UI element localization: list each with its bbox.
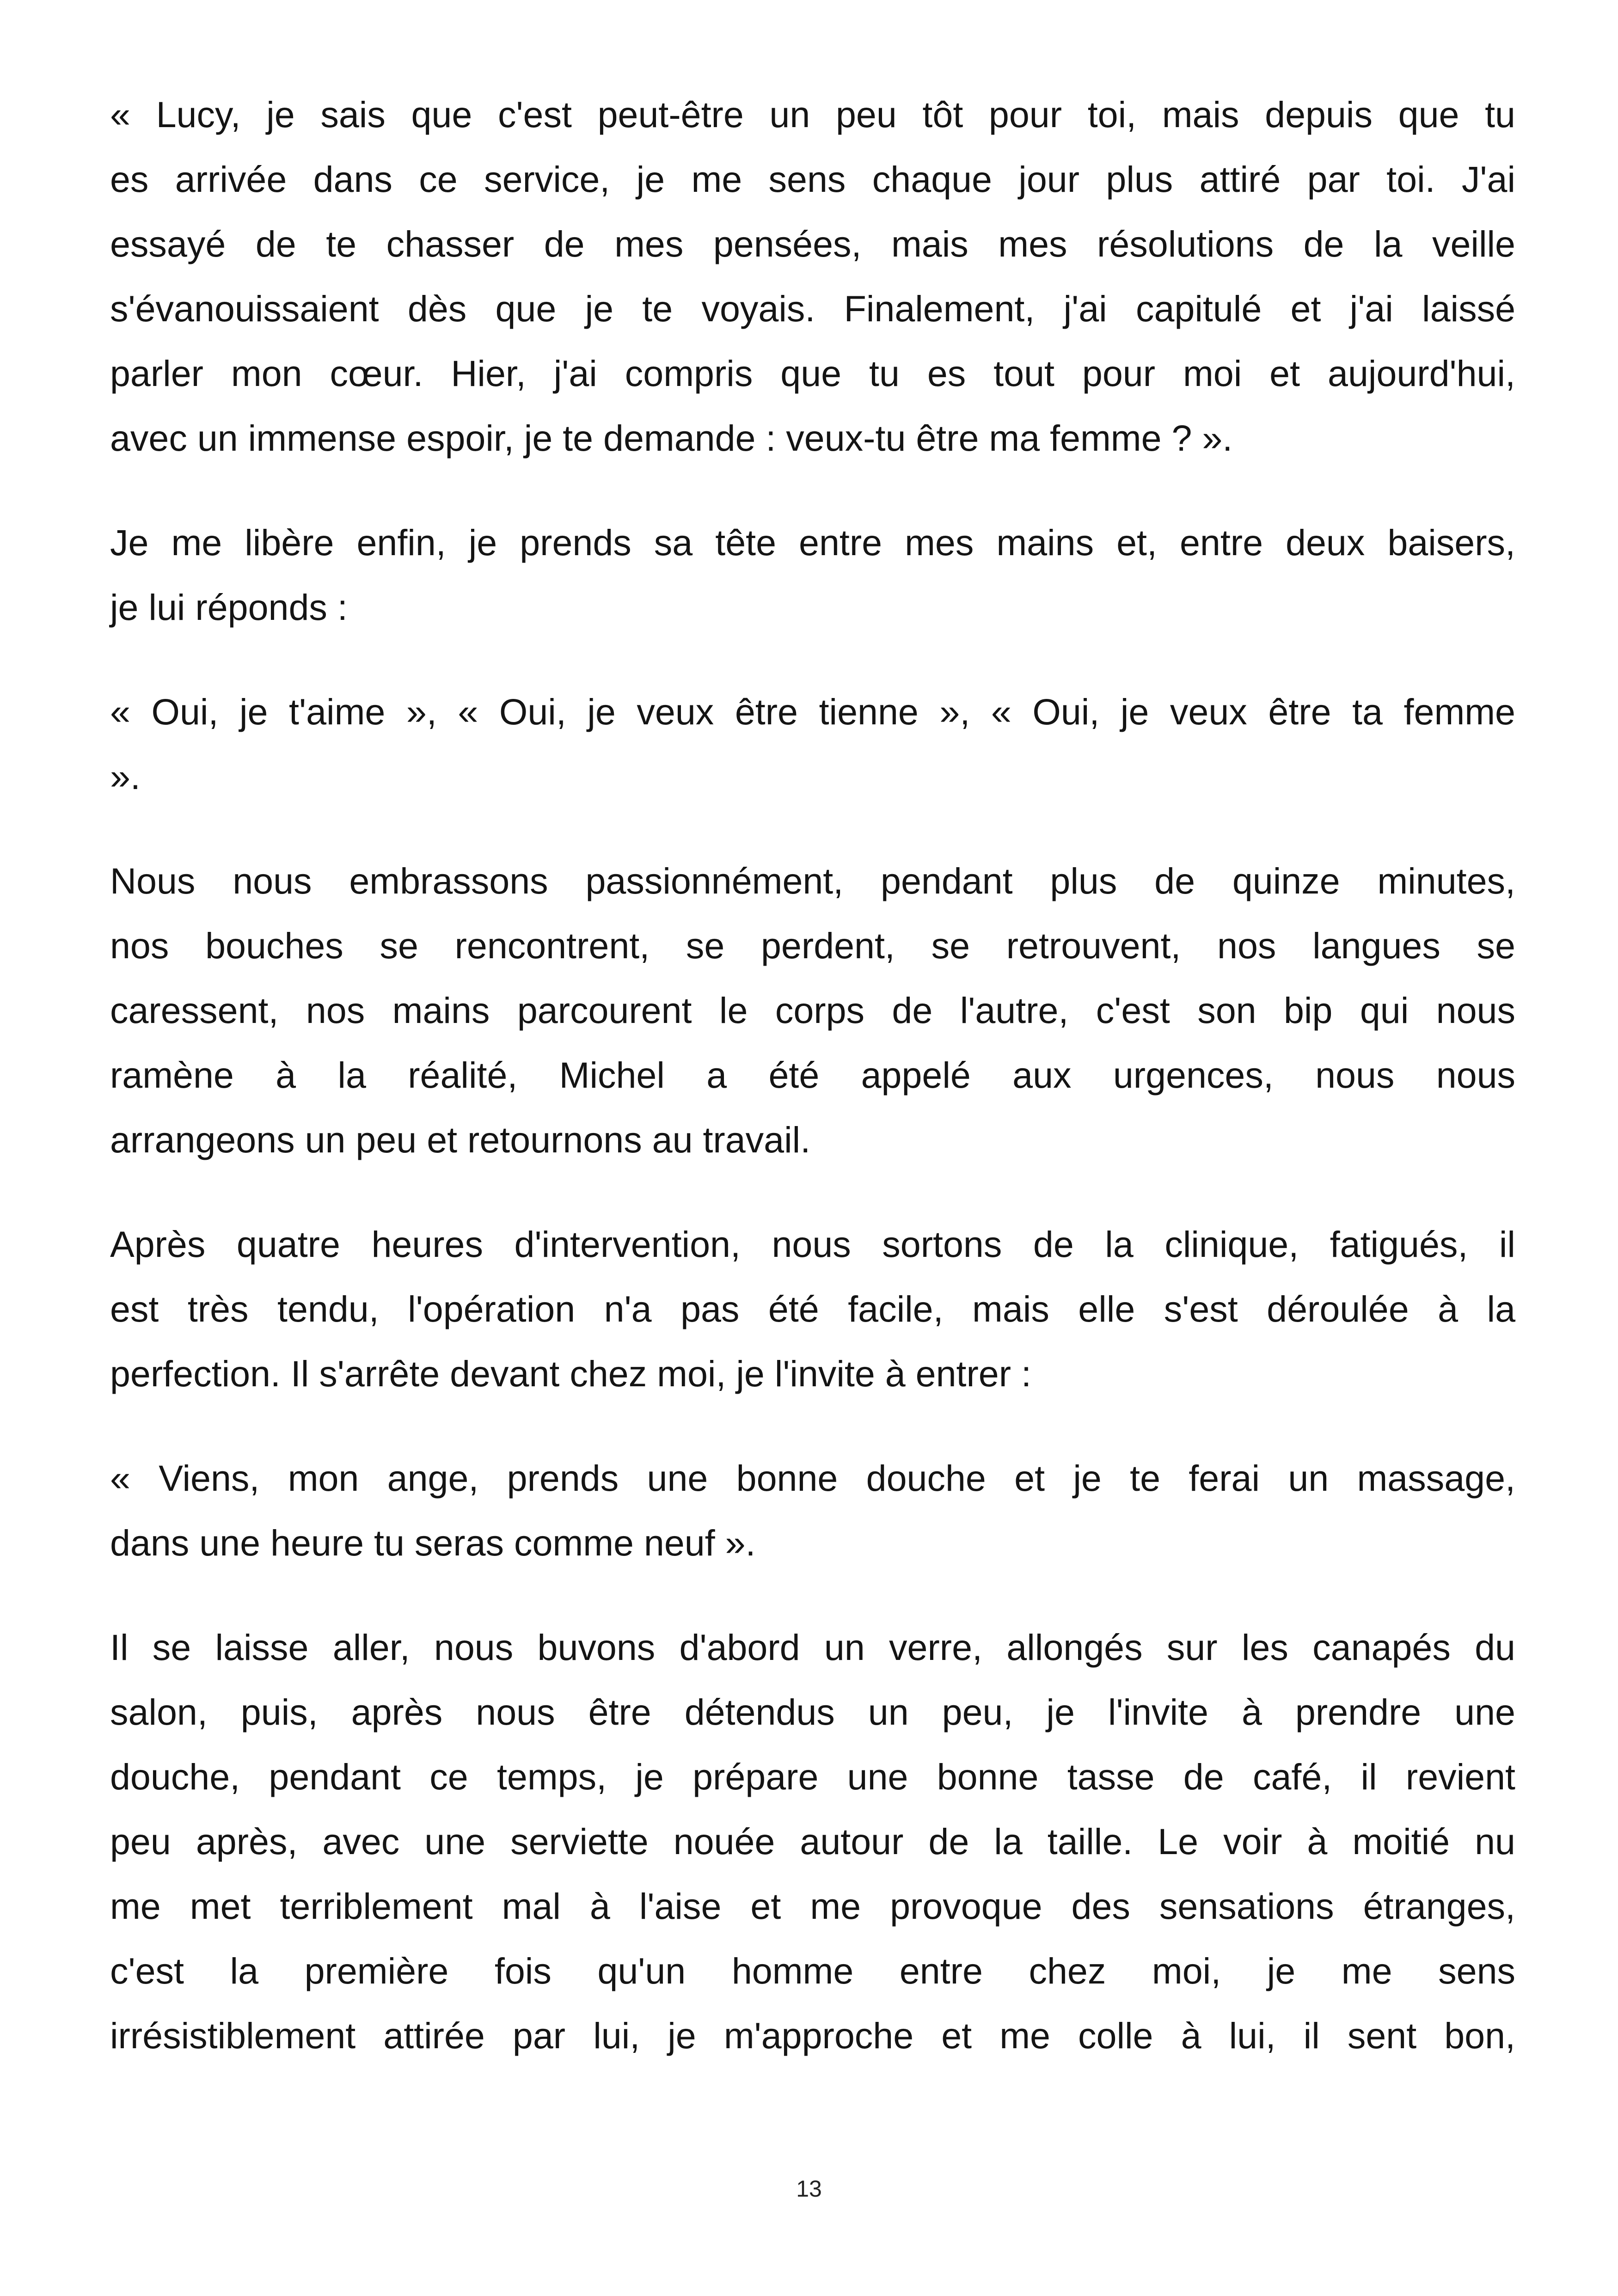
text-line: peu après, avec une serviette nouée autour de la taille. Le voir à moitié nu bbox=[110, 1821, 1515, 1862]
text-line: parler mon cœur. Hier, j'ai compris que tu es tout pour moi et aujourd'hui, bbox=[110, 353, 1515, 394]
paragraph-5 bbox=[110, 1212, 1515, 1406]
page-number: 13 bbox=[796, 2176, 822, 2202]
text-line: irrésistiblement attirée par lui, je m'approche et me colle à lui, il sent bon, bbox=[110, 2015, 1515, 2056]
text-line: « Viens, mon ange, prends une bonne douche et je te ferai un massage, bbox=[110, 1457, 1515, 1499]
text-line: salon, puis, après nous être détendus un peu, je l'invite à prendre une bbox=[110, 1691, 1515, 1733]
text-line: caressent, nos mains parcourent le corps de l'autre, c'est son bip qui nous bbox=[110, 990, 1515, 1031]
paragraph-7 bbox=[110, 1615, 1515, 2068]
text-line: douche, pendant ce temps, je prépare une bonne tasse de café, il revient bbox=[110, 1756, 1515, 1797]
text-line: es arrivée dans ce service, je me sens chaque jour plus attiré par toi. J'ai bbox=[110, 159, 1515, 200]
text-line: ». bbox=[110, 756, 141, 797]
text-line: je lui réponds : bbox=[110, 587, 348, 628]
text-line: Nous nous embrassons passionnément, pendant plus de quinze minutes, bbox=[110, 860, 1515, 901]
text-line: s'évanouissaient dès que je te voyais. Finalement, j'ai capitulé et j'ai laissé bbox=[110, 288, 1515, 329]
text-line: me met terriblement mal à l'aise et me provoque des sensations étranges, bbox=[110, 1886, 1515, 1927]
paragraph-1 bbox=[110, 82, 1515, 471]
text-line: Je me libère enfin, je prends sa tête entre mes mains et, entre deux baisers, bbox=[110, 522, 1515, 563]
body-text bbox=[110, 82, 1515, 2108]
text-line: Après quatre heures d'intervention, nous sortons de la clinique, fatigués, il bbox=[110, 1224, 1515, 1265]
text-line: ramène à la réalité, Michel a été appelé aux urgences, nous nous bbox=[110, 1054, 1515, 1096]
text-line: « Lucy, je sais que c'est peut-être un peu tôt pour toi, mais depuis que tu bbox=[110, 94, 1515, 135]
text-line: nos bouches se rencontrent, se perdent, se retrouvent, nos langues se bbox=[110, 925, 1515, 966]
text-line: « Oui, je t'aime », « Oui, je veux être tienne », « Oui, je veux être ta femme bbox=[110, 691, 1515, 732]
text-line: c'est la première fois qu'un homme entre chez moi, je me sens bbox=[110, 1950, 1515, 1991]
text-line: avec un immense espoir, je te demande : veux-tu être ma femme ? ». bbox=[110, 417, 1233, 459]
text-line: Il se laisse aller, nous buvons d'abord un verre, allongés sur les canapés du bbox=[110, 1627, 1515, 1668]
paragraph-2 bbox=[110, 510, 1515, 640]
paragraph-6 bbox=[110, 1446, 1515, 1575]
paragraph-4 bbox=[110, 849, 1515, 1172]
text-line: perfection. Il s'arrête devant chez moi, je l'invite à entrer : bbox=[110, 1353, 1031, 1394]
paragraph-3 bbox=[110, 680, 1515, 809]
text-line: dans une heure tu seras comme neuf ». bbox=[110, 1522, 756, 1563]
text-line: essayé de te chasser de mes pensées, mais mes résolutions de la veille bbox=[110, 223, 1515, 264]
text-line: arrangeons un peu et retournons au travail. bbox=[110, 1119, 811, 1160]
text-line: est très tendu, l'opération n'a pas été facile, mais elle s'est déroulée à la bbox=[110, 1288, 1515, 1329]
